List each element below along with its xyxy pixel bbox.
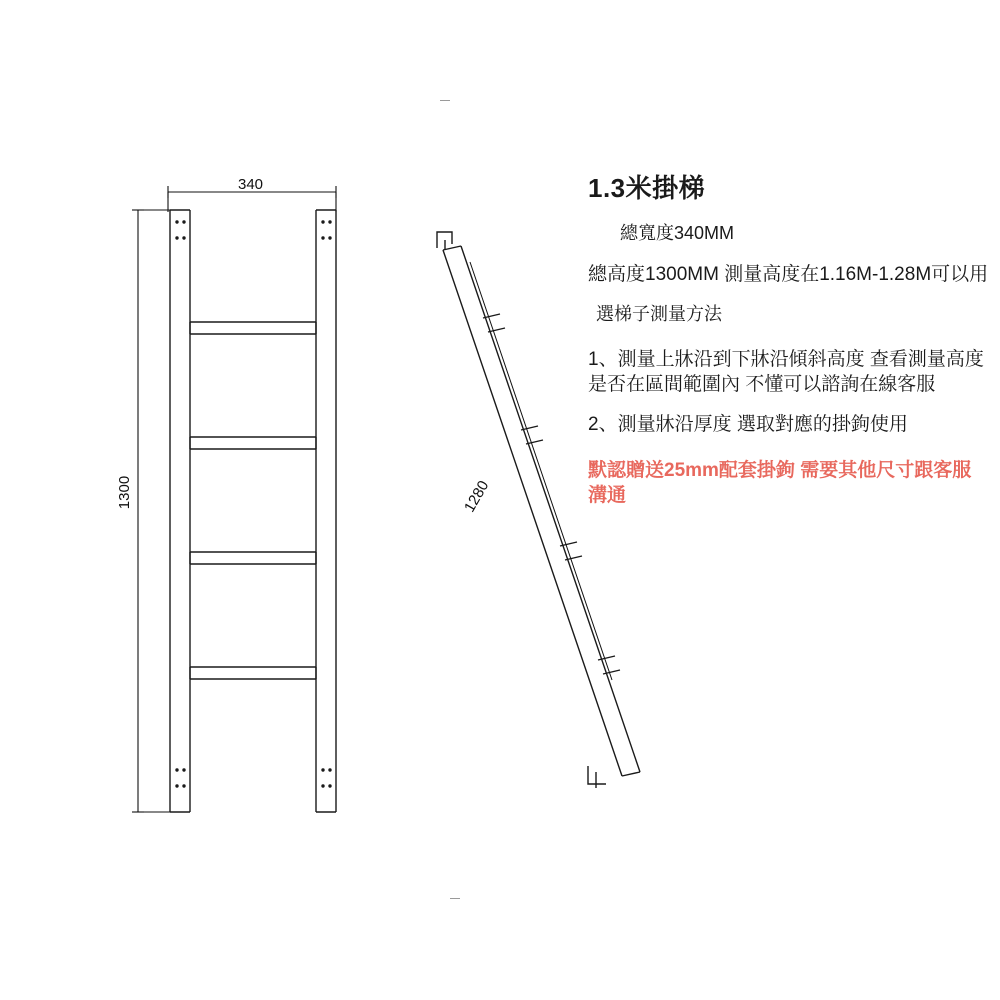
crop-tick-bottom [450, 898, 460, 899]
crop-tick-top [440, 100, 450, 101]
spec-total-width: 總寬度340MM [620, 223, 735, 243]
measurement-method-heading: 選梯子測量方法 [596, 304, 722, 325]
included-hook-note: 默認贈送25mm配套掛鉤 需要其他尺寸跟客服溝通 [588, 460, 972, 506]
measurement-step-2: 2、測量牀沿厚度 選取對應的掛鉤使用 [588, 413, 908, 435]
spec-total-height: 總高度1300MM 測量高度在1.16M-1.28M可以用 [588, 264, 989, 285]
dimension-label-length: 1280 [460, 477, 493, 516]
dimension-label-width: 340 [238, 176, 264, 193]
product-title: 1.3米掛梯 [588, 173, 706, 203]
specification-text-panel [588, 168, 990, 509]
dimension-label-height: 1300 [116, 475, 134, 510]
measurement-step-1: 1、測量上牀沿到下牀沿傾斜高度 查看測量高度是否在區間範圍內 不懂可以諮詢在線客服 [588, 349, 984, 395]
